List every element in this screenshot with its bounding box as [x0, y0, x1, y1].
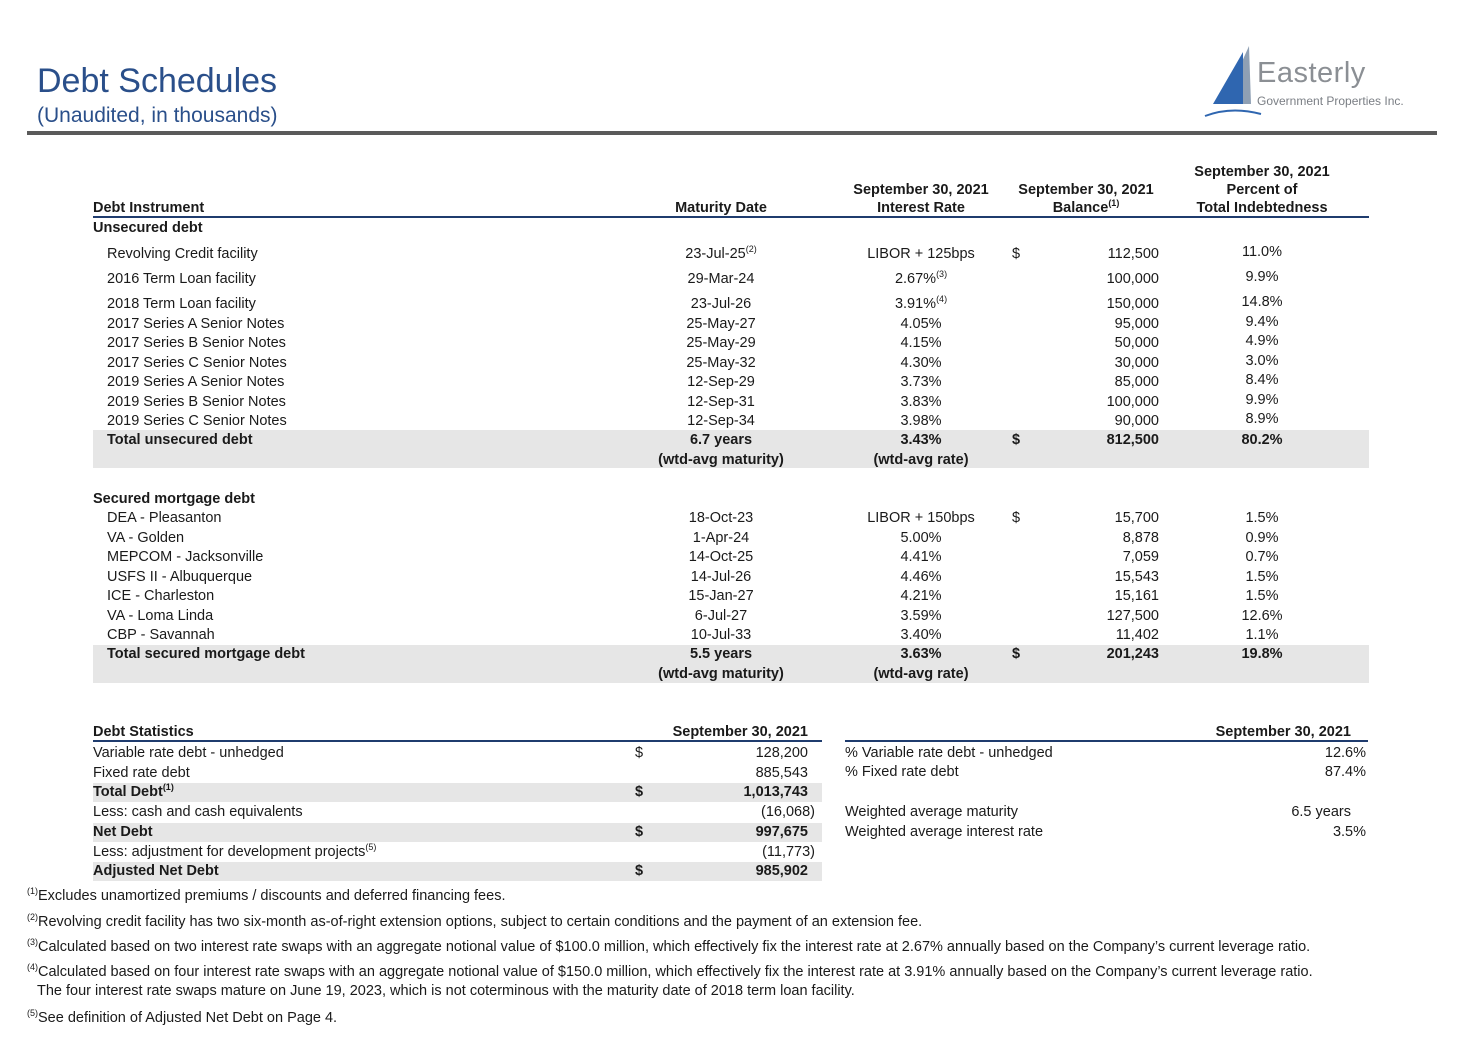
interest-rate: 3.73% — [900, 374, 942, 390]
stats-label: Adjusted Net Debt — [93, 863, 219, 880]
interest-rate: 4.21% — [900, 588, 942, 604]
maturity-date: 14-Jul-26 — [690, 568, 752, 585]
interest-rate: 4.30% — [900, 355, 942, 371]
total-percent: 19.8% — [1241, 646, 1283, 662]
total-balance: 812,500 — [1106, 432, 1159, 448]
col-header-pct-total: Total Indebtedness — [1196, 200, 1328, 216]
wtd-avg-rate: 3.43% — [900, 432, 942, 448]
balance-value: 7,059 — [1122, 549, 1159, 565]
total-label: Total unsecured debt — [107, 432, 253, 448]
interest-rate: LIBOR + 150bps — [867, 510, 975, 526]
col-header-instrument: Debt Instrument — [93, 200, 205, 216]
percent-of-total: 9.9% — [1245, 269, 1279, 285]
stats-rule-right — [845, 740, 1368, 742]
interest-rate: LIBOR + 125bps — [867, 246, 975, 262]
stats-label: Fixed rate debt — [93, 764, 190, 781]
interest-rate: 3.83% — [900, 394, 942, 410]
debt-instrument-name: 2019 Series C Senior Notes — [107, 413, 287, 429]
maturity-date: 23-Jul-25$^{(2)}$ — [685, 244, 757, 262]
debt-instrument-name: 2017 Series A Senior Notes — [107, 316, 285, 332]
maturity-date: 23-Jul-26 — [690, 296, 752, 312]
balance-value: 8,878 — [1122, 529, 1159, 546]
maturity-date: 12-Sep-29 — [687, 374, 755, 390]
wtd-avg-maturity-label: (wtd-avg maturity) — [658, 666, 784, 682]
col-header-rate: Interest Rate — [877, 200, 965, 216]
maturity-date: 18-Oct-23 — [688, 510, 754, 526]
interest-rate: 3.98% — [900, 413, 942, 429]
col-header-balance: Balance$^{(1)}$ — [1052, 198, 1120, 216]
stats-right-value: 6.5 years — [1291, 804, 1351, 820]
footnote-continuation: The four interest rate swaps mature on June 19, 2023, which is not coterminous with the maturity date of 2018 term loan facility. — [37, 983, 855, 999]
percent-of-total: 3.0% — [1245, 353, 1279, 369]
debt-instrument-name: 2019 Series B Senior Notes — [107, 394, 286, 410]
currency-symbol: $ — [635, 823, 644, 840]
page-title: Debt Schedules — [37, 62, 278, 100]
stats-right-value: 3.5% — [1332, 824, 1366, 840]
logo-wordmark: Easterly — [1257, 57, 1366, 89]
stats-right-label: Weighted average interest rate — [845, 824, 1044, 840]
balance-value: 100,000 — [1106, 394, 1159, 410]
percent-of-total: 1.5% — [1245, 568, 1279, 585]
balance-value: 15,161 — [1114, 588, 1159, 604]
stats-label: Variable rate debt - unhedged — [93, 745, 284, 761]
interest-rate: 4.41% — [900, 549, 942, 565]
col-header-pct: Percent of — [1226, 182, 1298, 198]
balance-value: 95,000 — [1114, 316, 1159, 332]
stats-rule-left — [93, 740, 822, 742]
currency-symbol: $ — [1012, 246, 1021, 262]
currency-symbol: $ — [1012, 432, 1021, 448]
balance-value: 112,500 — [1107, 246, 1159, 262]
debt-instrument-name: ICE - Charleston — [107, 588, 215, 604]
footnote: $^{(2)}$Revolving credit facility has two six-month as-of-right extension options, subject to certain conditions and the payment of an extension fee. — [27, 912, 923, 930]
percent-of-total: 9.4% — [1245, 314, 1279, 330]
stats-right-date-header: September 30, 2021 — [1215, 724, 1351, 740]
percent-of-total: 11.0% — [1241, 244, 1283, 260]
page-subtitle: (Unaudited, in thousands) — [37, 104, 278, 127]
unsecured-heading: Unsecured debt — [93, 220, 203, 236]
percent-of-total: 12.6% — [1241, 607, 1283, 624]
col-header-pct-date: September 30, 2021 — [1194, 164, 1330, 180]
currency-symbol: $ — [1012, 510, 1021, 526]
debt-instrument-name: VA - Golden — [107, 529, 185, 546]
percent-of-total: 9.9% — [1245, 392, 1279, 408]
interest-rate: 4.15% — [900, 335, 942, 351]
balance-value: 150,000 — [1106, 296, 1159, 312]
maturity-date: 10-Jul-33 — [690, 627, 752, 643]
balance-value: 90,000 — [1114, 413, 1159, 429]
interest-rate: 2.67%$^{(3)}$ — [894, 269, 948, 287]
interest-rate: 5.00% — [900, 529, 942, 546]
currency-symbol: $ — [635, 745, 644, 761]
percent-of-total: 1.5% — [1245, 588, 1279, 604]
stats-value: (16,068) — [760, 804, 815, 821]
stats-label: Less: cash and cash equivalents — [93, 804, 303, 821]
stats-label: Net Debt — [93, 823, 153, 840]
stats-right-value: 12.6% — [1324, 745, 1366, 761]
interest-rate: 4.05% — [900, 316, 942, 332]
interest-rate: 3.40% — [900, 627, 942, 643]
stats-right-label: Weighted average maturity — [845, 804, 1019, 820]
maturity-date: 6-Jul-27 — [694, 607, 748, 624]
maturity-date: 25-May-29 — [686, 335, 756, 351]
header-divider — [27, 131, 1437, 135]
col-header-rate-date: September 30, 2021 — [853, 182, 989, 198]
wtd-avg-rate-label: (wtd-avg rate) — [873, 666, 969, 682]
balance-value: 30,000 — [1114, 355, 1159, 371]
wtd-avg-maturity: 6.7 years — [689, 432, 753, 448]
percent-of-total: 0.7% — [1245, 549, 1279, 565]
debt-instrument-name: 2018 Term Loan facility — [107, 296, 256, 312]
debt-instrument-name: MEPCOM - Jacksonville — [107, 549, 264, 565]
footnote: $^{(3)}$Calculated based on two interest rate swaps with an aggregate notional value of $100.0 million, which effectively fix the interest rate at 2.67% annually based on the Company’s current leverage ratio. — [27, 937, 1311, 955]
logo-subtitle: Government Properties Inc. — [1257, 94, 1404, 108]
interest-rate: 4.46% — [900, 568, 942, 585]
balance-value: 11,402 — [1115, 627, 1159, 643]
wtd-avg-rate-label: (wtd-avg rate) — [873, 452, 969, 468]
maturity-date: 15-Jan-27 — [688, 588, 754, 604]
balance-value: 15,543 — [1114, 568, 1159, 585]
secured-heading: Secured mortgage debt — [93, 491, 255, 507]
balance-value: 100,000 — [1106, 271, 1159, 287]
maturity-date: 12-Sep-34 — [687, 413, 755, 429]
currency-symbol: $ — [635, 863, 644, 880]
stats-value: (11,773) — [762, 843, 815, 860]
debt-instrument-name: 2017 Series C Senior Notes — [107, 355, 287, 371]
debt-instrument-name: 2017 Series B Senior Notes — [107, 335, 286, 351]
stats-value: 997,675 — [755, 823, 808, 840]
maturity-date: 25-May-27 — [686, 316, 756, 332]
debt-instrument-name: 2019 Series A Senior Notes — [107, 374, 285, 390]
debt-instrument-name: VA - Loma Linda — [107, 607, 214, 624]
interest-rate: 3.59% — [900, 607, 942, 624]
percent-of-total: 0.9% — [1245, 529, 1279, 546]
wtd-avg-maturity: 5.5 years — [689, 646, 753, 662]
currency-symbol: $ — [635, 784, 644, 801]
stats-value: 1,013,743 — [743, 784, 808, 801]
stats-value: 128,200 — [755, 745, 808, 761]
percent-of-total: 14.8% — [1241, 294, 1283, 310]
stats-label: Total Debt$^{(1)}$ — [93, 782, 174, 801]
maturity-date: 14-Oct-25 — [688, 549, 754, 565]
balance-value: 85,000 — [1114, 374, 1159, 390]
total-percent: 80.2% — [1241, 432, 1283, 448]
balance-value: 50,000 — [1114, 335, 1159, 351]
stats-date-header: September 30, 2021 — [672, 724, 808, 740]
stats-right-label: % Fixed rate debt — [845, 764, 959, 780]
footnote: $^{(5)}$See definition of Adjusted Net Debt on Page 4. — [27, 1008, 338, 1026]
stats-label: Less: adjustment for development projects$^{(5)}$ — [93, 841, 377, 860]
footnote: $^{(4)}$Calculated based on four interest rate swaps with an aggregate notional value of $150.0 million, which effectively fix the interest rate at 3.91% annually based on the Company’s current leverage ratio. — [27, 962, 1313, 980]
debt-instrument-name: CBP - Savannah — [107, 627, 215, 643]
percent-of-total: 1.1% — [1245, 627, 1279, 643]
percent-of-total: 8.9% — [1245, 411, 1279, 427]
maturity-date: 29-Mar-24 — [687, 271, 755, 287]
debt-instrument-name: 2016 Term Loan facility — [107, 271, 256, 287]
wtd-avg-maturity-label: (wtd-avg maturity) — [658, 452, 784, 468]
stats-value: 985,902 — [755, 863, 808, 880]
debt-instrument-name: Revolving Credit facility — [107, 246, 258, 262]
maturity-date: 1-Apr-24 — [692, 529, 750, 546]
maturity-date: 12-Sep-31 — [687, 394, 755, 410]
currency-symbol: $ — [1012, 646, 1021, 662]
debt-instrument-name: USFS II - Albuquerque — [107, 568, 253, 585]
percent-of-total: 8.4% — [1245, 372, 1279, 388]
header-rule — [93, 216, 1369, 218]
total-balance: 201,243 — [1106, 646, 1159, 662]
percent-of-total: 4.9% — [1245, 333, 1279, 349]
balance-value: 127,500 — [1106, 607, 1159, 624]
total-label: Total secured mortgage debt — [107, 646, 305, 662]
stats-right-value: 87.4% — [1324, 764, 1366, 780]
balance-value: 15,700 — [1114, 510, 1159, 526]
company-logo — [1203, 44, 1433, 120]
footnote: $^{(1)}$Excludes unamortized premiums / discounts and deferred financing fees. — [27, 886, 506, 904]
stats-right-label: % Variable rate debt - unhedged — [845, 745, 1053, 761]
interest-rate: 3.91%$^{(4)}$ — [894, 294, 948, 312]
maturity-date: 25-May-32 — [686, 355, 756, 371]
stats-value: 885,543 — [755, 764, 808, 781]
sailboat-icon — [1203, 44, 1263, 120]
percent-of-total: 1.5% — [1245, 510, 1279, 526]
debt-instrument-name: DEA - Pleasanton — [107, 510, 222, 526]
stats-heading: Debt Statistics — [93, 724, 194, 740]
col-header-balance-date: September 30, 2021 — [1018, 182, 1154, 198]
wtd-avg-rate: 3.63% — [900, 646, 942, 662]
col-header-maturity: Maturity Date — [675, 200, 767, 216]
